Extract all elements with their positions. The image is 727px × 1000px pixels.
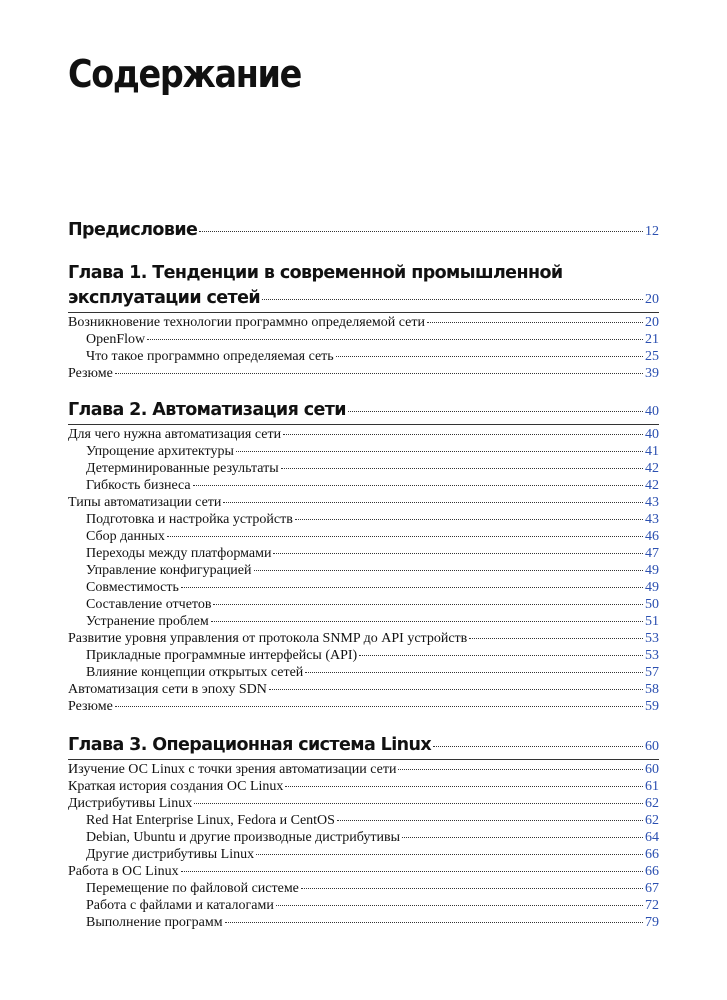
- leader-dots: [285, 786, 643, 787]
- toc-entry-label: Red Hat Enterprise Linux, Fedora и CentOS: [86, 813, 335, 828]
- toc-entry-label: Резюме: [68, 699, 113, 714]
- toc-chapter3[interactable]: [68, 733, 659, 759]
- toc-entry-label: Сбор данных: [86, 529, 165, 544]
- toc-entry-label: Подготовка и настройка устройств: [86, 512, 293, 527]
- toc-chapter3-title: Глава 3. Операционная система Linux: [68, 735, 432, 755]
- leader-dots: [211, 621, 643, 622]
- toc-entry[interactable]: [68, 314, 659, 331]
- leader-dots: [254, 570, 643, 571]
- leader-dots: [115, 706, 643, 707]
- toc-entry-page: 49: [645, 563, 659, 578]
- chapter1-divider: [68, 312, 659, 313]
- leader-dots: [469, 638, 643, 639]
- toc-entry-page: 66: [645, 864, 659, 879]
- leader-dots: [273, 553, 643, 554]
- toc-entry-label: Переходы между платформами: [86, 546, 272, 561]
- toc-entry[interactable]: [86, 511, 659, 528]
- toc-entry[interactable]: [86, 348, 659, 365]
- toc-chapter2[interactable]: [68, 398, 659, 424]
- toc-entry-page: 43: [645, 512, 659, 527]
- leader-dots: [199, 231, 643, 232]
- toc-chapter1-title-line2: эксплуатации сетей: [68, 288, 261, 308]
- leader-dots: [301, 888, 643, 889]
- toc-entry-label: Выполнение программ: [86, 915, 223, 930]
- toc-entry-label: OpenFlow: [86, 332, 146, 347]
- toc-entry[interactable]: [68, 698, 659, 715]
- toc-entry-label: Для чего нужна автоматизация сети: [68, 427, 282, 442]
- toc-entry-page: 51: [645, 614, 659, 629]
- toc-entry-page: 20: [645, 315, 659, 330]
- toc-entry-label: Управление конфигурацией: [86, 563, 252, 578]
- leader-dots: [194, 803, 643, 804]
- toc-entry-page: 62: [645, 796, 659, 811]
- toc-entry[interactable]: [86, 596, 659, 613]
- toc-entry-page: 60: [645, 762, 659, 777]
- leader-dots: [336, 356, 643, 357]
- toc-entry[interactable]: [86, 477, 659, 494]
- toc-entry[interactable]: [68, 494, 659, 511]
- toc-entry-page: 47: [645, 546, 659, 561]
- toc-entry-page: 53: [645, 631, 659, 646]
- toc-entry-page: 64: [645, 830, 659, 845]
- leader-dots: [193, 485, 643, 486]
- toc-entry-page: 40: [645, 427, 659, 442]
- toc-entry-page: 58: [645, 682, 659, 697]
- toc-entry-page: 79: [645, 915, 659, 930]
- toc-entry[interactable]: [86, 443, 659, 460]
- toc-entry-label: Устранение проблем: [86, 614, 209, 629]
- leader-dots: [256, 854, 643, 855]
- toc-entry-label: Резюме: [68, 366, 113, 381]
- toc-entry[interactable]: [68, 630, 659, 647]
- toc-entry[interactable]: [68, 863, 659, 880]
- toc-entry-label: Возникновение технологии программно определяемой сети: [68, 315, 425, 330]
- toc-entry[interactable]: [68, 795, 659, 812]
- leader-dots: [167, 536, 643, 537]
- toc-entry-label: Развитие уровня управления от протокола SNMP до API устройств: [68, 631, 468, 646]
- leader-dots: [295, 519, 643, 520]
- toc-entry[interactable]: [86, 829, 659, 846]
- leader-dots: [359, 655, 643, 656]
- toc-entry[interactable]: [86, 812, 659, 829]
- toc-entry[interactable]: [86, 897, 659, 914]
- toc-entry-label: Влияние концепции открытых сетей: [86, 665, 304, 680]
- toc-chapter1-title-line1[interactable]: Глава 1. Тенденции в современной промышленной: [68, 263, 563, 283]
- leader-dots: [281, 468, 643, 469]
- toc-entry-page: 57: [645, 665, 659, 680]
- toc-entry[interactable]: [86, 914, 659, 931]
- table-of-contents: [68, 0, 659, 1000]
- toc-entry-label: Автоматизация сети в эпоху SDN: [68, 682, 267, 697]
- toc-entry-label: Детерминированные результаты: [86, 461, 279, 476]
- chapter3-divider: [68, 759, 659, 760]
- toc-entry-label: Краткая история создания ОС Linux: [68, 779, 284, 794]
- toc-entry[interactable]: [86, 664, 659, 681]
- leader-dots: [262, 299, 643, 300]
- toc-entry-label: Типы автоматизации сети: [68, 495, 222, 510]
- toc-entry-label: Перемещение по файловой системе: [86, 881, 299, 896]
- leader-dots: [433, 746, 643, 747]
- toc-entry-page: 53: [645, 648, 659, 663]
- toc-chapter3-page: 60: [645, 739, 659, 754]
- toc-entry-page: 39: [645, 366, 659, 381]
- toc-entry-label: Debian, Ubuntu и другие производные дистрибутивы: [86, 830, 400, 845]
- toc-entry-page: 25: [645, 349, 659, 364]
- toc-entry-page: 42: [645, 461, 659, 476]
- toc-chapter1[interactable]: [68, 286, 659, 312]
- toc-entry-label: Дистрибутивы Linux: [68, 796, 193, 811]
- toc-entry-page: 41: [645, 444, 659, 459]
- toc-entry[interactable]: [86, 545, 659, 562]
- toc-entry-page: 49: [645, 580, 659, 595]
- leader-dots: [348, 411, 643, 412]
- toc-entry-page: 61: [645, 779, 659, 794]
- toc-entry[interactable]: [86, 460, 659, 477]
- leader-dots: [225, 922, 643, 923]
- toc-entry-label: Изучение ОС Linux с точки зрения автоматизации сети: [68, 762, 397, 777]
- leader-dots: [181, 871, 643, 872]
- toc-entry-page: 66: [645, 847, 659, 862]
- toc-entry[interactable]: [86, 846, 659, 863]
- toc-entry-label: Что такое программно определяемая сеть: [86, 349, 334, 364]
- leader-dots: [181, 587, 643, 588]
- leader-dots: [402, 837, 643, 838]
- toc-entry-page: 43: [645, 495, 659, 510]
- toc-entry-page: 62: [645, 813, 659, 828]
- toc-entry-page: 50: [645, 597, 659, 612]
- toc-entry[interactable]: [86, 613, 659, 630]
- toc-entry[interactable]: [68, 681, 659, 698]
- leader-dots: [147, 339, 643, 340]
- toc-entry[interactable]: [68, 426, 659, 443]
- toc-entry-page: 42: [645, 478, 659, 493]
- toc-entry[interactable]: [86, 528, 659, 545]
- page-title: Содержание: [68, 52, 302, 96]
- toc-entry-label: Другие дистрибутивы Linux: [86, 847, 255, 862]
- toc-entry[interactable]: [86, 880, 659, 897]
- toc-entry-page: 67: [645, 881, 659, 896]
- leader-dots: [427, 322, 643, 323]
- leader-dots: [115, 373, 643, 374]
- leader-dots: [223, 502, 643, 503]
- toc-preface-label: Предисловие: [68, 220, 198, 240]
- toc-entry[interactable]: [68, 778, 659, 795]
- leader-dots: [269, 689, 643, 690]
- leader-dots: [398, 769, 643, 770]
- toc-entry-label: Работа с файлами и каталогами: [86, 898, 274, 913]
- toc-entry[interactable]: [86, 579, 659, 596]
- toc-entry-page: 59: [645, 699, 659, 714]
- toc-chapter2-title: Глава 2. Автоматизация сети: [68, 400, 346, 420]
- toc-entry-label: Гибкость бизнеса: [86, 478, 191, 493]
- toc-entry-label: Упрощение архитектуры: [86, 444, 234, 459]
- leader-dots: [283, 434, 643, 435]
- toc-entry[interactable]: [86, 647, 659, 664]
- toc-entry-label: Совместимость: [86, 580, 179, 595]
- toc-entry[interactable]: [68, 365, 659, 382]
- leader-dots: [213, 604, 643, 605]
- leader-dots: [305, 672, 643, 673]
- toc-entry-label: Прикладные программные интерфейсы (API): [86, 648, 358, 663]
- toc-chapter2-page: 40: [645, 404, 659, 419]
- toc-entry-label: Работа в ОС Linux: [68, 864, 179, 879]
- toc-entry[interactable]: [86, 562, 659, 579]
- toc-entry[interactable]: [86, 331, 659, 348]
- toc-entry-page: 46: [645, 529, 659, 544]
- chapter2-divider: [68, 424, 659, 425]
- leader-dots: [276, 905, 643, 906]
- toc-preface-page: 12: [645, 224, 659, 239]
- leader-dots: [236, 451, 643, 452]
- toc-entry-label: Составление отчетов: [86, 597, 212, 612]
- toc-chapter1-page: 20: [645, 292, 659, 307]
- toc-preface[interactable]: [68, 218, 659, 244]
- toc-entry[interactable]: [68, 761, 659, 778]
- leader-dots: [337, 820, 643, 821]
- toc-entry-page: 72: [645, 898, 659, 913]
- toc-entry-page: 21: [645, 332, 659, 347]
